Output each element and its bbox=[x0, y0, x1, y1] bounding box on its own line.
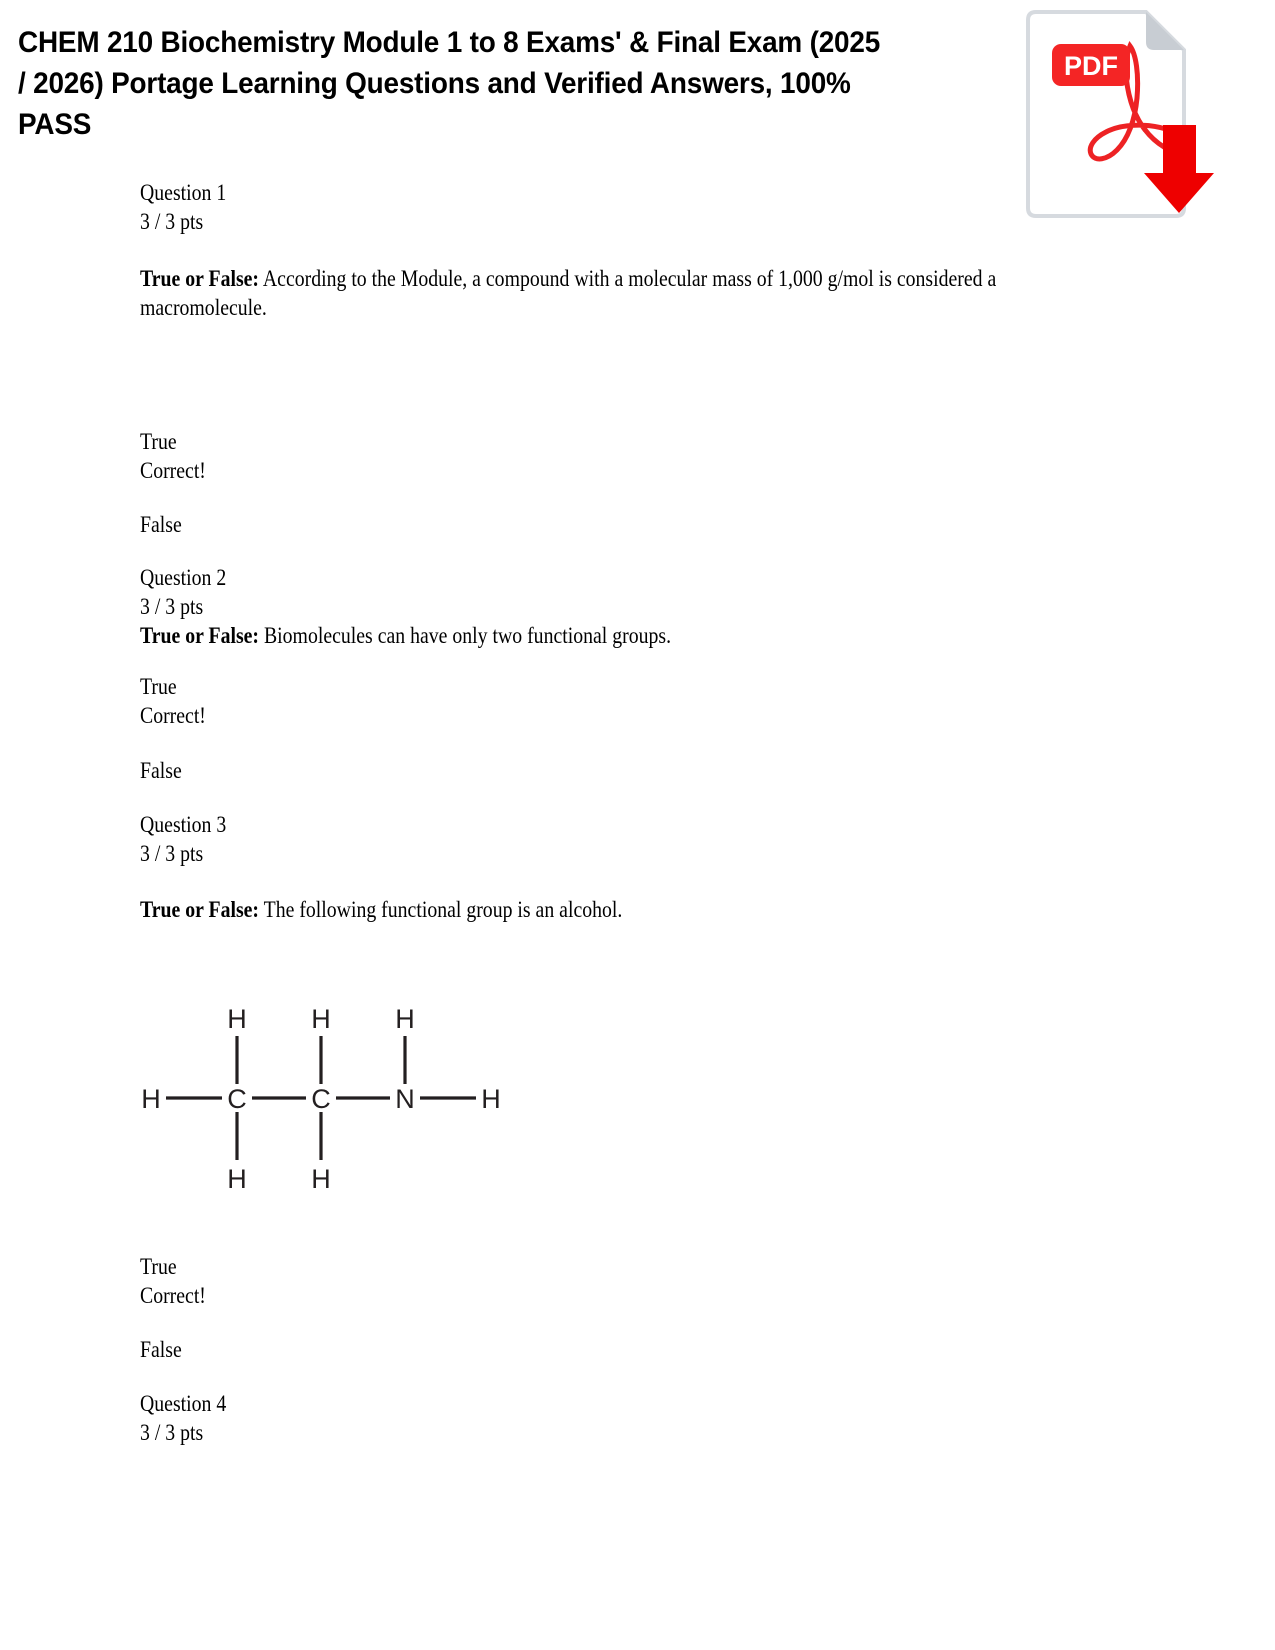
atom-h-top-3: H bbox=[395, 1004, 415, 1034]
question-prompt-text: According to the Module, a compound with a molecular mass of 1,000 g/mol is considered a macromolecule. bbox=[140, 266, 997, 320]
question-points: 3 / 3 pts bbox=[140, 841, 204, 866]
pdf-badge bbox=[1052, 44, 1130, 86]
ethylamine-structure-figure bbox=[140, 998, 520, 1198]
question-number: Question 4 bbox=[140, 1391, 227, 1416]
answer-option-false-2[interactable] bbox=[140, 756, 189, 785]
pdf-badge-label: PDF bbox=[1064, 51, 1118, 81]
true-or-false-label: True or False: bbox=[140, 266, 260, 291]
question-prompt-2 bbox=[140, 621, 671, 650]
atom-h-bottom-1: H bbox=[227, 1164, 247, 1194]
answer-feedback: Correct! bbox=[140, 1283, 206, 1308]
question-block-3 bbox=[140, 810, 240, 868]
option-label[interactable]: False bbox=[140, 1337, 182, 1362]
page-title: CHEM 210 Biochemistry Module 1 to 8 Exams' & Final Exam (2025 / 2026) Portage Learning Questions and Verified Answers, 100% PASS bbox=[18, 26, 881, 141]
answer-feedback: Correct! bbox=[140, 703, 206, 728]
answer-feedback: Correct! bbox=[140, 458, 206, 483]
atom-h-bottom-2: H bbox=[311, 1164, 331, 1194]
option-label[interactable]: False bbox=[140, 512, 182, 537]
question-points: 3 / 3 pts bbox=[140, 209, 204, 234]
true-or-false-label: True or False: bbox=[140, 897, 260, 922]
question-prompt-3 bbox=[140, 895, 622, 924]
question-prompt-text: Biomolecules can have only two functional groups. bbox=[263, 623, 672, 648]
option-label[interactable]: True bbox=[140, 674, 177, 699]
question-points: 3 / 3 pts bbox=[140, 594, 204, 619]
option-label[interactable]: False bbox=[140, 758, 182, 783]
answer-option-false-1[interactable] bbox=[140, 510, 189, 539]
question-number: Question 2 bbox=[140, 565, 227, 590]
answer-option-false-3[interactable] bbox=[140, 1335, 189, 1364]
question-points: 3 / 3 pts bbox=[140, 1420, 204, 1445]
atom-h-top-1: H bbox=[227, 1004, 247, 1034]
question-prompt-text: The following functional group is an alcohol. bbox=[263, 897, 623, 922]
question-block-4 bbox=[140, 1389, 240, 1447]
question-block-1 bbox=[140, 178, 240, 236]
question-number: Question 1 bbox=[140, 180, 227, 205]
document-header bbox=[0, 0, 1275, 160]
atom-c-1: C bbox=[227, 1084, 247, 1114]
option-label[interactable]: True bbox=[140, 1254, 177, 1279]
question-prompt-1 bbox=[140, 264, 1077, 322]
question-number: Question 3 bbox=[140, 812, 227, 837]
pdf-download-icon[interactable] bbox=[1018, 8, 1218, 248]
answer-option-true-3[interactable] bbox=[140, 1252, 217, 1310]
option-label[interactable]: True bbox=[140, 429, 177, 454]
answer-option-true-1[interactable] bbox=[140, 427, 217, 485]
answer-option-true-2[interactable] bbox=[140, 672, 217, 730]
true-or-false-label: True or False: bbox=[140, 623, 260, 648]
atom-c-2: C bbox=[311, 1084, 331, 1114]
question-block-2 bbox=[140, 563, 757, 650]
atom-h-left: H bbox=[141, 1084, 161, 1114]
atom-h-top-2: H bbox=[311, 1004, 331, 1034]
atom-h-right: H bbox=[481, 1084, 501, 1114]
atom-n-1: N bbox=[395, 1084, 415, 1114]
